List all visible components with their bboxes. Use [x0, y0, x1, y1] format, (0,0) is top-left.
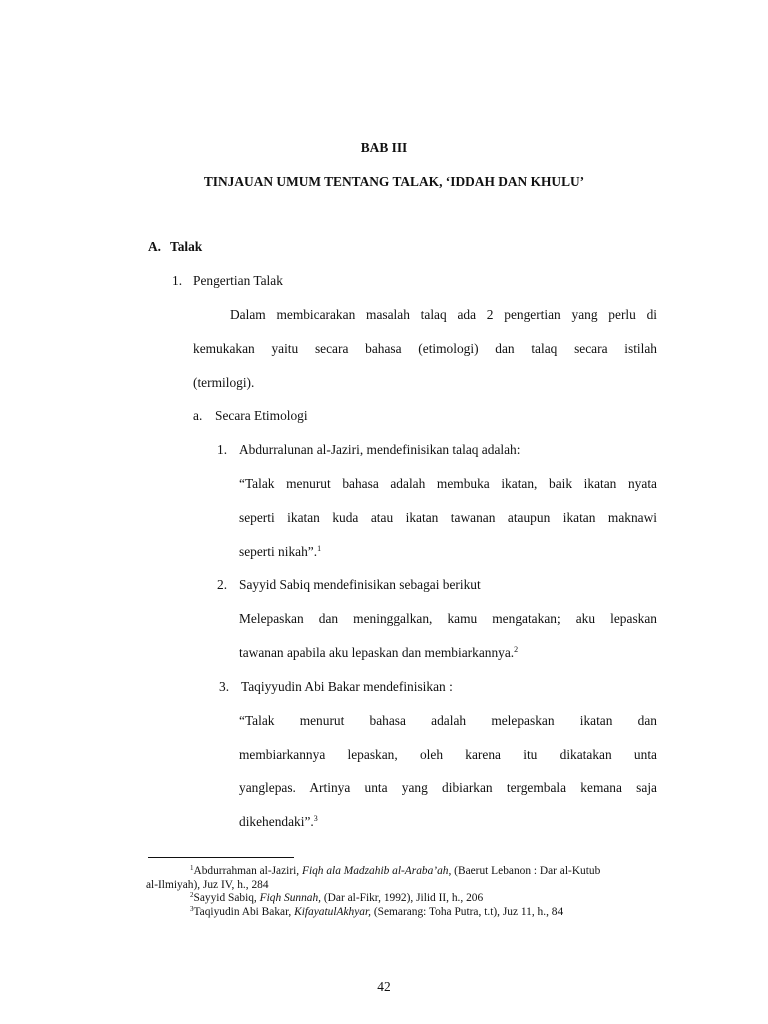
footnote-1-continued: al-Ilmiyah), Juz IV, h., 284: [146, 879, 269, 891]
subsection-1-number: 1.: [172, 273, 183, 288]
intro-line-1: Dalam membicarakan masalah talaq ada 2 pengertian yang perlu di: [230, 307, 657, 322]
item-3-quote-line-3: yanglepas. Artinya unta yang dibiarkan tergembala kemana saja: [239, 780, 657, 795]
item-2-number: 2.: [217, 577, 228, 592]
subsection-1-title: Pengertian Talak: [193, 273, 283, 288]
item-1-text: Abdurralunan al-Jaziri, mendefinisikan talaq adalah:: [239, 442, 521, 457]
chapter-title: TINJAUAN UMUM TENTANG TALAK, ‘IDDAH DAN KHULU’: [203, 174, 585, 189]
item-3-quote-line-1: “Talak menurut bahasa adalah melepaskan ikatan dan: [239, 713, 657, 728]
footnote-2: $^2$Sayyid Sabiq, Fiqh Sunnah, (Dar al-Fikr, 1992), Jilid II, h., 206: [190, 891, 484, 904]
footnote-ref-1: 1: [317, 544, 322, 553]
item-2-line-2: tawanan apabila aku lepaskan dan membiarkannya.$^2$: [239, 645, 519, 660]
section-a-title: Talak: [170, 239, 203, 254]
item-3-quote-line-4: dikehendaki”.$^3$: [239, 814, 318, 829]
item-1-quote-line-2: seperti ikatan kuda atau ikatan tawanan ataupun ikatan maknawi: [239, 510, 657, 525]
chapter-label: BAB III: [360, 140, 408, 155]
page-number: 42: [377, 979, 391, 994]
item-1-quote-line-3: seperti nikah”.$^1$: [239, 544, 322, 559]
subsection-a-title: Secara Etimologi: [215, 408, 308, 423]
item-3-number: 3.: [219, 679, 230, 694]
item-1-number: 1.: [217, 442, 228, 457]
item-2-text: Sayyid Sabiq mendefinisikan sebagai berikut: [239, 577, 481, 592]
footnote-ref-3: 3: [313, 814, 318, 823]
footnote-ref-2: 2: [514, 645, 519, 654]
intro-line-2: kemukakan yaitu secara bahasa (etimologi) dan talaq secara istilah: [193, 341, 657, 356]
item-3-quote-line-2: membiarkannya lepaskan, oleh karena itu dikatakan unta: [239, 747, 657, 762]
intro-line-3: (termilogi).: [193, 375, 255, 390]
footnote-separator: [148, 857, 294, 858]
item-2-line-1: Melepaskan dan meninggalkan, kamu mengatakan; aku lepaskan: [239, 611, 657, 626]
item-1-quote-line-1: “Talak menurut bahasa adalah membuka ikatan, baik ikatan nyata: [239, 476, 657, 491]
footnote-1: $^1$Abdurrahman al-Jaziri, Fiqh ala Madzahib al-Araba’ah, (Baerut Lebanon : Dar al-Kutub: [190, 864, 601, 877]
subsection-a-label: a.: [193, 408, 203, 423]
section-a-label: A.: [148, 239, 162, 254]
footnote-3: $^3$Taqiyudin Abi Bakar, KifayatulAkhyar, (Semarang: Toha Putra, t.t), Juz 11, h., 84: [190, 905, 564, 918]
item-3-text: Taqiyyudin Abi Bakar mendefinisikan :: [241, 679, 453, 694]
